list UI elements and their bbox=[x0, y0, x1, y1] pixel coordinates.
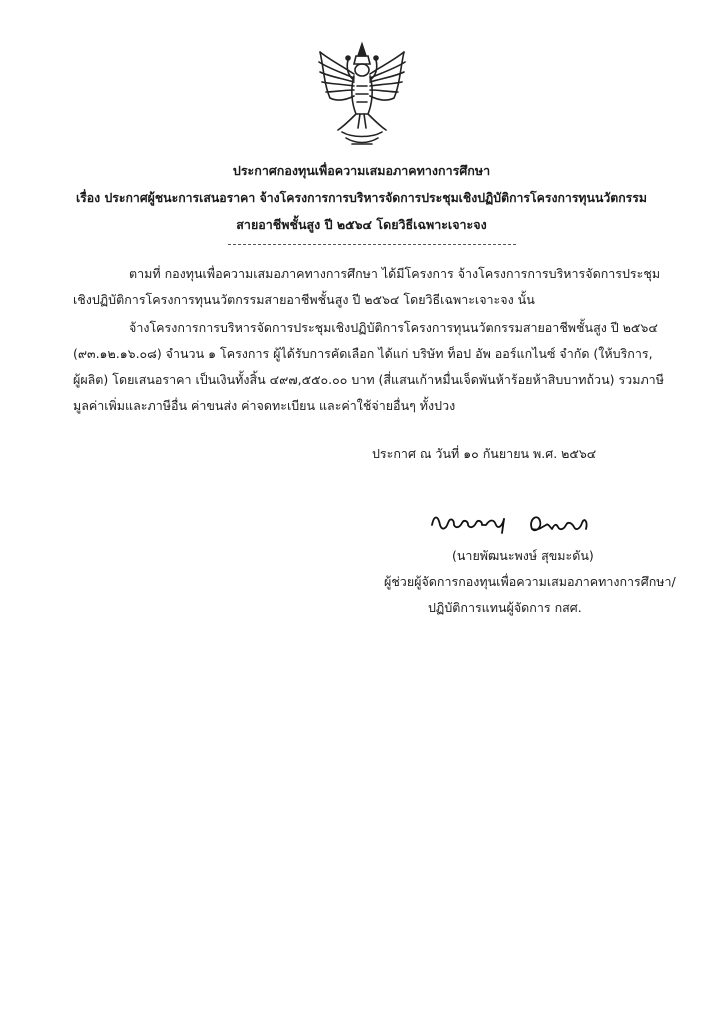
signatory-name: (นายพัฒนะพงษ์ สุขมะดัน) bbox=[452, 548, 594, 563]
paragraph-1-line-1: ตามที่ กองทุนเพื่อความเสมอภาคทางการศึกษา ได้มีโครงการ จ้างโครงการการบริหารจัดการประชุม bbox=[129, 266, 661, 281]
heading-divider bbox=[228, 244, 516, 245]
paragraph-2-line-3: ผู้ผลิต) โดยเสนอราคา เป็นเงินทั้งสิ้น ๔๙๗,๕๕๐.๐๐ บาท (สี่แสนเก้าหมื่นเจ็ดพันห้าร้อยห้าสิบบาทถ้วน) รวมภาษี bbox=[73, 372, 664, 387]
document-title: ประกาศกองทุนเพื่อความเสมอภาคทางการศึกษา bbox=[232, 163, 491, 178]
paragraph-2-line-1: จ้างโครงการการบริหารจัดการประชุมเชิงปฏิบัติการโครงการทุนนวัตกรรมสายอาชีพชั้นสูง ปี ๒๕๖๔ bbox=[129, 320, 658, 335]
document-subject: เรื่อง ประกาศผู้ชนะการเสนอราคา จ้างโครงการการบริหารจัดการประชุมเชิงปฏิบัติการโครงการทุนนวัตกรรม bbox=[75, 191, 648, 205]
garuda-emblem-icon bbox=[316, 40, 408, 148]
document-subject-continued: สายอาชีพชั้นสูง ปี ๒๕๖๔ โดยวิธีเฉพาะเจาะจง bbox=[236, 217, 487, 232]
paragraph-2-line-2: (๙๓.๑๒.๑๖.๐๘) จำนวน ๑ โครงการ ผู้ได้รับการคัดเลือก ได้แก่ บริษัท ท็อป อัพ ออร์แกไนซ์ จำกัด (ให้บริการ, bbox=[73, 346, 653, 361]
paragraph-1-line-2: เชิงปฏิบัติการโครงการทุนนวัตกรรมสายอาชีพชั้นสูง ปี ๒๕๖๔ โดยวิธีเฉพาะเจาะจง นั้น bbox=[73, 292, 535, 307]
paragraph-2-line-4: มูลค่าเพิ่มและภาษีอื่น ค่าขนส่ง ค่าจดทะเบียน และค่าใช้จ่ายอื่นๆ ทั้งปวง bbox=[73, 398, 456, 413]
announcement-date: ประกาศ ณ วันที่ ๑๐ กันยายน พ.ศ. ๒๕๖๔ bbox=[372, 446, 597, 461]
handwritten-signature-icon bbox=[428, 505, 598, 541]
signatory-position: ผู้ช่วยผู้จัดการกองทุนเพื่อความเสมอภาคทางการศึกษา/ bbox=[384, 574, 676, 589]
signatory-acting-position: ปฏิบัติการแทนผู้จัดการ กสศ. bbox=[428, 600, 582, 615]
